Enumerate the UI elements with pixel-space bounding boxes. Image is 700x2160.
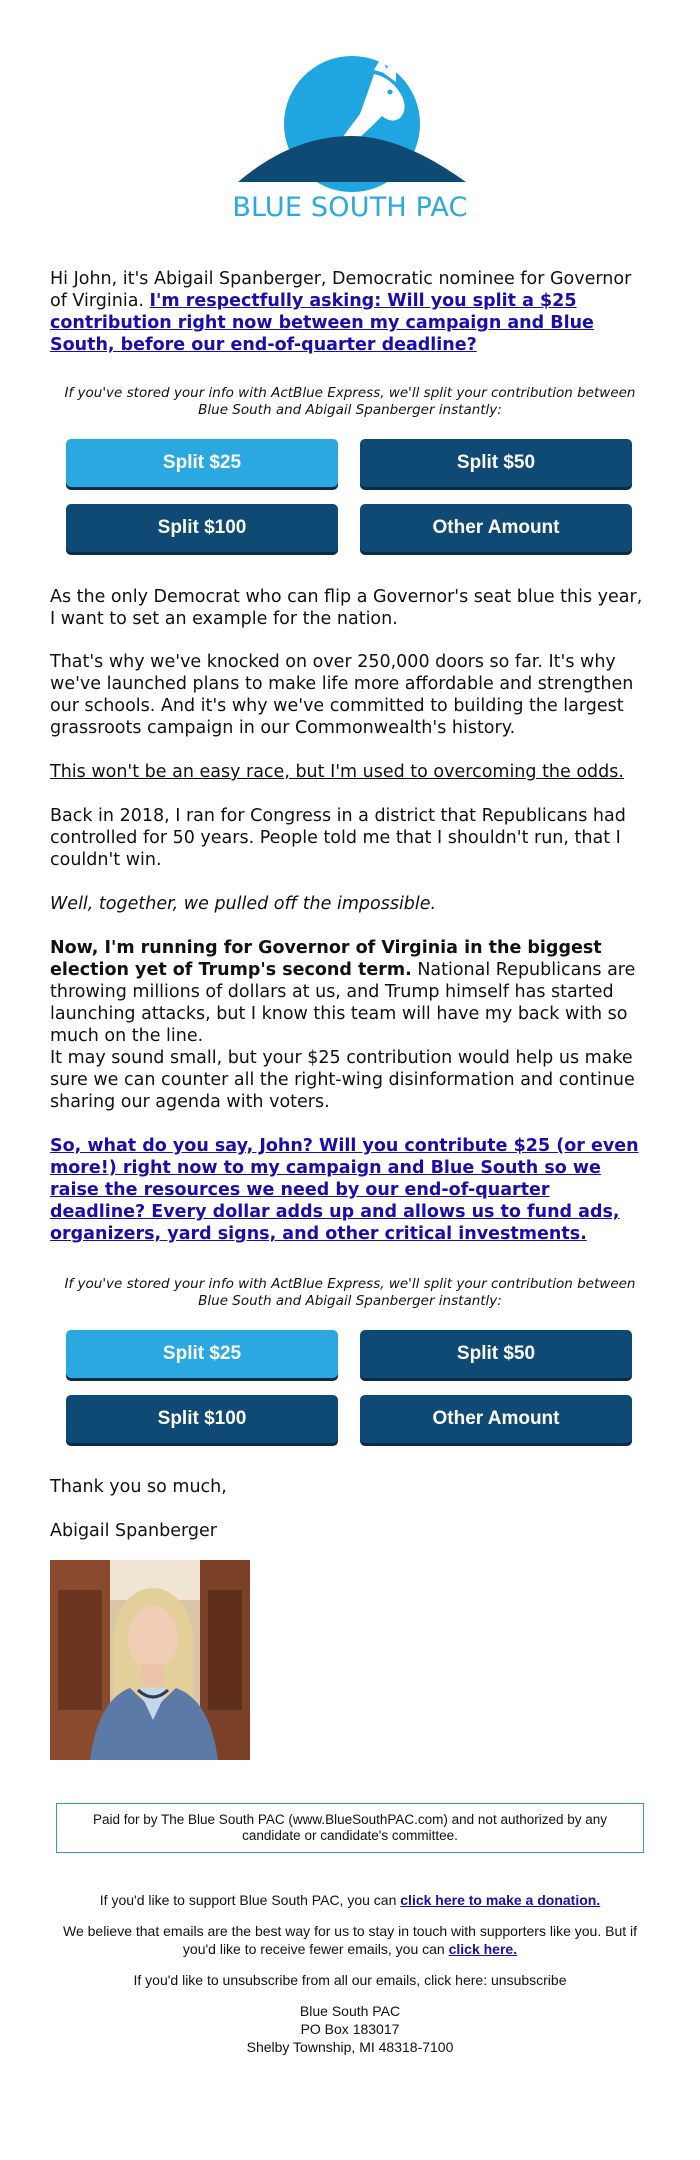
actblue-express-note-2: If you've stored your info with ActBlue Express, we'll split your contribution between Blue South and Abigail Spanberger instantly:: [64, 1276, 636, 1309]
brand-logo: [232, 52, 468, 227]
address-city: Shelby Township, MI 48318-7100: [246, 2039, 454, 2055]
support-line: If you'd like to support Blue South PAC, you can click here to make a donation.: [99, 1892, 601, 1908]
closing-signature: Abigail Spanberger: [50, 1521, 217, 1541]
unsubscribe-link[interactable]: unsubscribe: [491, 1972, 567, 1988]
split-25-button[interactable]: Split $25: [66, 439, 338, 487]
intro-text: Hi John, it's Abigail Spanberger, Democratic nominee for Governor of Virginia.: [50, 269, 632, 311]
intro-paragraph: [50, 268, 650, 356]
body-paragraph-8: [50, 1135, 650, 1245]
candidate-photo: [50, 1560, 250, 1760]
paid-for-disclaimer: Paid for by The Blue South PAC (www.BlueSouthPAC.com) and not authorized by any candidate or candidate's committee.: [56, 1803, 644, 1853]
body-paragraph-6-rest: National Republicans are throwing millions of dollars at us, and Trump himself has started launching attacks, but I know this team will have my back with so much on the line.: [50, 960, 636, 1046]
other-amount-button[interactable]: Other Amount: [360, 504, 632, 552]
address-name: Blue South PAC: [299, 2003, 401, 2019]
body-paragraph-6-bold: Now, I'm running for Governor of Virginia in the biggest election yet of Trump's second term.: [50, 938, 602, 980]
body-paragraph-5: Well, together, we pulled off the impossible.: [50, 894, 437, 914]
body-paragraph-4: Back in 2018, I ran for Congress in a district that Republicans had controlled for 50 years. People told me that I shouldn't run, that I couldn't win.: [50, 806, 626, 870]
split-50-button-2[interactable]: Split $50: [360, 1330, 632, 1378]
other-amount-button-2[interactable]: Other Amount: [360, 1395, 632, 1443]
body-paragraph-2: That's why we've knocked on over 250,000 doors so far. It's why we've launched plans to make life more affordable and strengthen our schools. And it's why we've committed to building the largest grassroots campaign in our Commonwealth's history.: [50, 652, 634, 738]
intro-donate-link[interactable]: I'm respectfully asking: Will you split a $25 contribution right now between my campaign and Blue South, before our end-of-quarter deadline?: [50, 291, 594, 355]
split-50-button[interactable]: Split $50: [360, 439, 632, 487]
body-paragraph-1: As the only Democrat who can flip a Governor's seat blue this year, I want to set an example for the nation.: [50, 587, 643, 629]
fewer-emails-line: We believe that emails are the best way for us to stay in touch with supporters like you. But if you'd like to receive fewer emails, you can click here.: [62, 1923, 638, 1957]
address-box: PO Box 183017: [300, 2021, 400, 2037]
mailing-address: [60, 2002, 640, 2056]
actblue-express-note: If you've stored your info with ActBlue Express, we'll split your contribution between Blue South and Abigail Spanberger instantly:: [64, 385, 636, 418]
split-100-button-2[interactable]: Split $100: [66, 1395, 338, 1443]
body-paragraph-6: [50, 937, 650, 1047]
unsubscribe-line: If you'd like to unsubscribe from all our emails, click here: unsubscribe: [133, 1972, 567, 1988]
brand-name: BLUE SOUTH PAC: [232, 192, 468, 223]
split-100-button[interactable]: Split $100: [66, 504, 338, 552]
body-paragraph-7: It may sound small, but your $25 contribution would help us make sure we can counter all the right-wing disinformation and continue sharing our agenda with voters.: [50, 1048, 635, 1112]
split-25-button-2[interactable]: Split $25: [66, 1330, 338, 1378]
fewer-emails-link[interactable]: click here.: [448, 1941, 518, 1957]
body-paragraph-3: This won't be an easy race, but I'm used to overcoming the odds.: [50, 762, 624, 782]
donkey-icon: [232, 52, 468, 192]
closing-thanks: Thank you so much,: [50, 1477, 227, 1497]
body-donate-link[interactable]: So, what do you say, John? Will you contribute $25 (or even more!) right now to my campaign and Blue South so we raise the resources we need by our end-of-quarter deadline? Every dollar adds up and allows us to fund ads, organizers, yard signs, and other critical investments.: [50, 1136, 639, 1244]
donation-link[interactable]: click here to make a donation.: [400, 1892, 601, 1908]
